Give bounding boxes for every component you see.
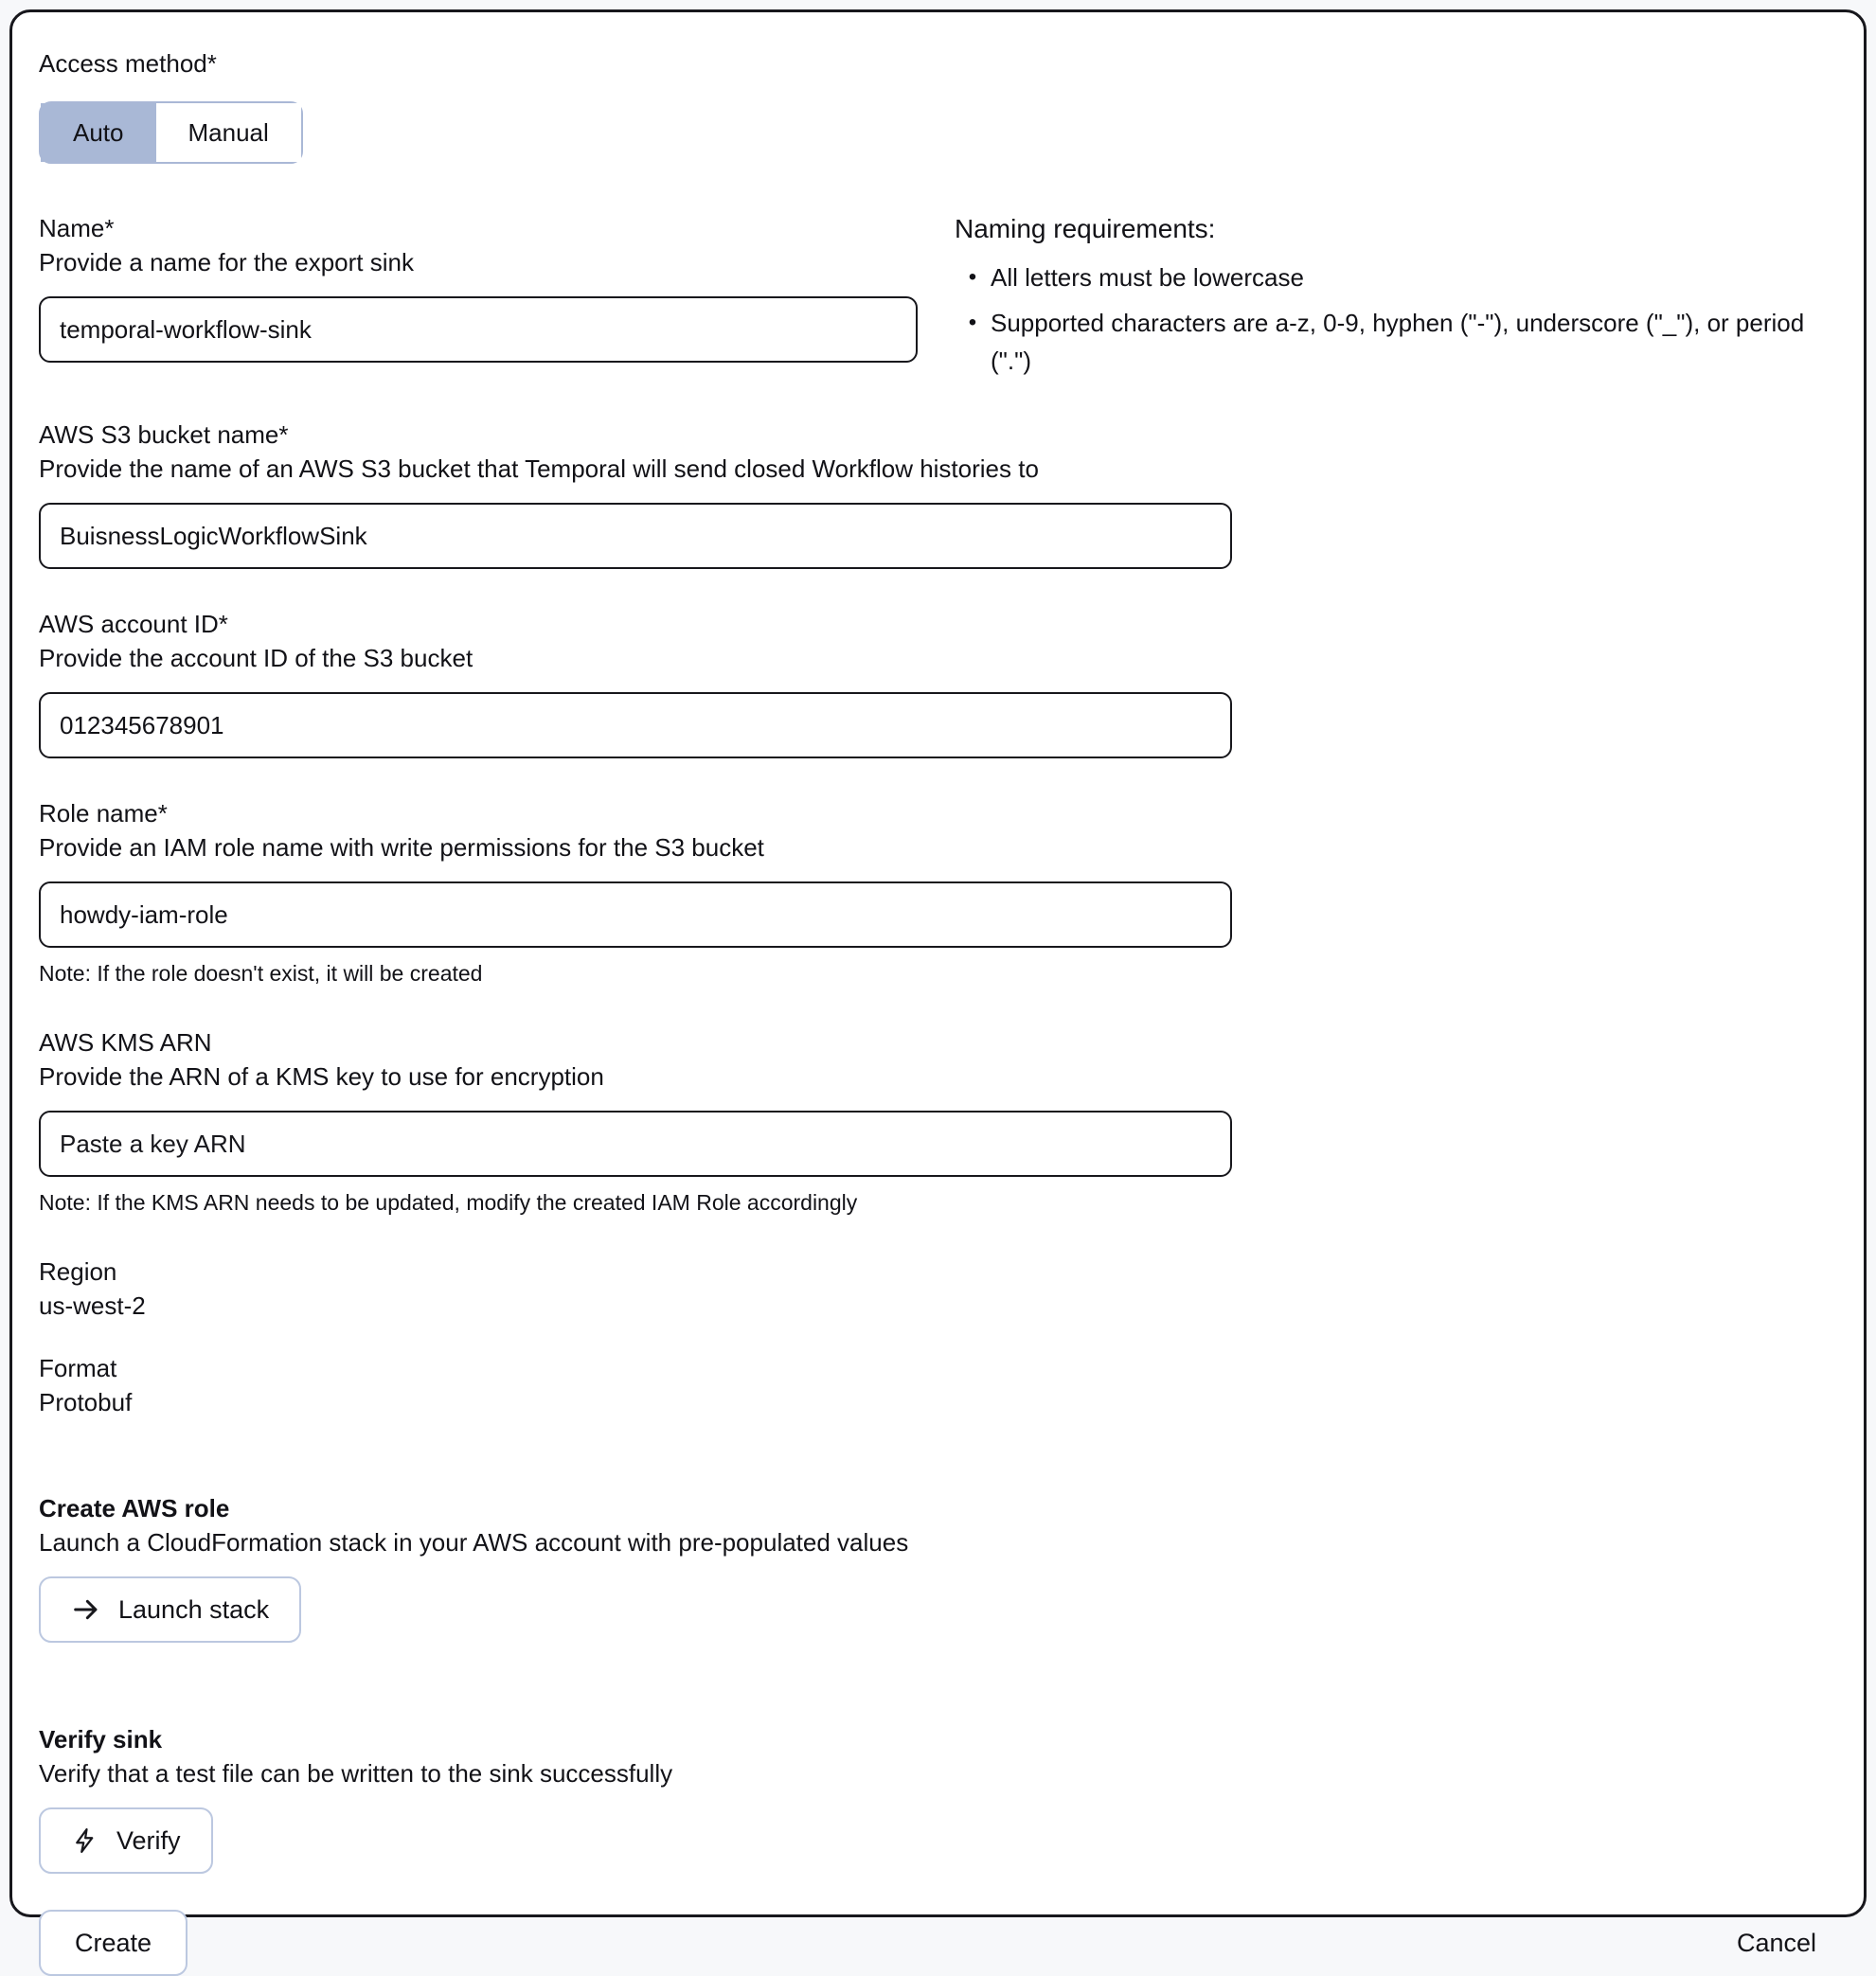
naming-requirement-text: All letters must be lowercase bbox=[991, 263, 1304, 292]
account-field bbox=[39, 607, 1826, 758]
footer-actions bbox=[39, 1910, 1826, 1976]
region-label: Region bbox=[39, 1257, 117, 1286]
role-label: Role name* bbox=[39, 799, 168, 828]
access-method-auto-button[interactable]: Auto bbox=[41, 103, 156, 162]
name-field bbox=[39, 211, 918, 363]
verify-sink-title: Verify sink bbox=[39, 1725, 163, 1753]
bucket-input[interactable] bbox=[39, 503, 1232, 569]
access-method-field bbox=[39, 46, 1826, 211]
role-description: Provide an IAM role name with write permissions for the S3 bucket bbox=[39, 833, 764, 862]
bucket-description: Provide the name of an AWS S3 bucket that Temporal will send closed Workflow histories to bbox=[39, 454, 1039, 483]
kms-label: AWS KMS ARN bbox=[39, 1028, 212, 1057]
name-description: Provide a name for the export sink bbox=[39, 248, 414, 276]
launch-stack-label: Launch stack bbox=[118, 1594, 270, 1624]
region-value: us-west-2 bbox=[39, 1291, 146, 1320]
naming-requirement-item bbox=[955, 304, 1812, 380]
verify-button[interactable] bbox=[39, 1807, 213, 1874]
region-info bbox=[39, 1255, 1826, 1323]
kms-field bbox=[39, 1025, 1826, 1217]
naming-requirements bbox=[955, 211, 1812, 380]
launch-stack-button[interactable] bbox=[39, 1576, 301, 1643]
name-label: Name* bbox=[39, 214, 115, 242]
name-row bbox=[39, 211, 1826, 380]
account-label: AWS account ID* bbox=[39, 610, 228, 638]
role-input[interactable] bbox=[39, 881, 1232, 948]
access-method-toggle bbox=[39, 101, 303, 164]
access-method-manual-button[interactable]: Manual bbox=[156, 103, 301, 162]
verify-sink-description: Verify that a test file can be written to the sink successfully bbox=[39, 1759, 673, 1788]
naming-requirement-text: Supported characters are a-z, 0-9, hyphen ("-"), underscore ("_"), or period (".") bbox=[991, 309, 1805, 375]
role-note: Note: If the role doesn't exist, it will be created bbox=[39, 961, 483, 986]
create-button[interactable]: Create bbox=[39, 1910, 188, 1976]
account-description: Provide the account ID of the S3 bucket bbox=[39, 644, 473, 672]
lightning-icon bbox=[71, 1826, 99, 1855]
naming-requirements-title: Naming requirements: bbox=[955, 214, 1216, 243]
bullet-icon: • bbox=[968, 264, 977, 290]
access-method-label: Access method* bbox=[39, 49, 217, 78]
bucket-label: AWS S3 bucket name* bbox=[39, 420, 289, 449]
kms-description: Provide the ARN of a KMS key to use for encryption bbox=[39, 1062, 604, 1091]
kms-input[interactable] bbox=[39, 1111, 1232, 1177]
format-label: Format bbox=[39, 1354, 117, 1382]
create-role-description: Launch a CloudFormation stack in your AWS account with pre-populated values bbox=[39, 1528, 909, 1557]
verify-section bbox=[39, 1722, 1826, 1874]
create-role-title: Create AWS role bbox=[39, 1494, 230, 1522]
format-value: Protobuf bbox=[39, 1388, 133, 1416]
name-input[interactable] bbox=[39, 296, 918, 363]
account-input[interactable] bbox=[39, 692, 1232, 758]
create-role-section bbox=[39, 1491, 1826, 1643]
format-info bbox=[39, 1351, 1826, 1419]
naming-requirement-item bbox=[955, 258, 1812, 296]
bullet-icon: • bbox=[968, 310, 977, 335]
role-field bbox=[39, 796, 1826, 988]
arrow-right-icon bbox=[71, 1594, 101, 1625]
export-sink-form-card bbox=[9, 9, 1867, 1957]
kms-note: Note: If the KMS ARN needs to be updated, modify the created IAM Role accordingly bbox=[39, 1190, 858, 1215]
naming-requirements-list bbox=[955, 258, 1812, 380]
bucket-field bbox=[39, 418, 1826, 569]
cancel-button[interactable]: Cancel bbox=[1736, 1928, 1816, 1957]
verify-label: Verify bbox=[116, 1825, 181, 1855]
